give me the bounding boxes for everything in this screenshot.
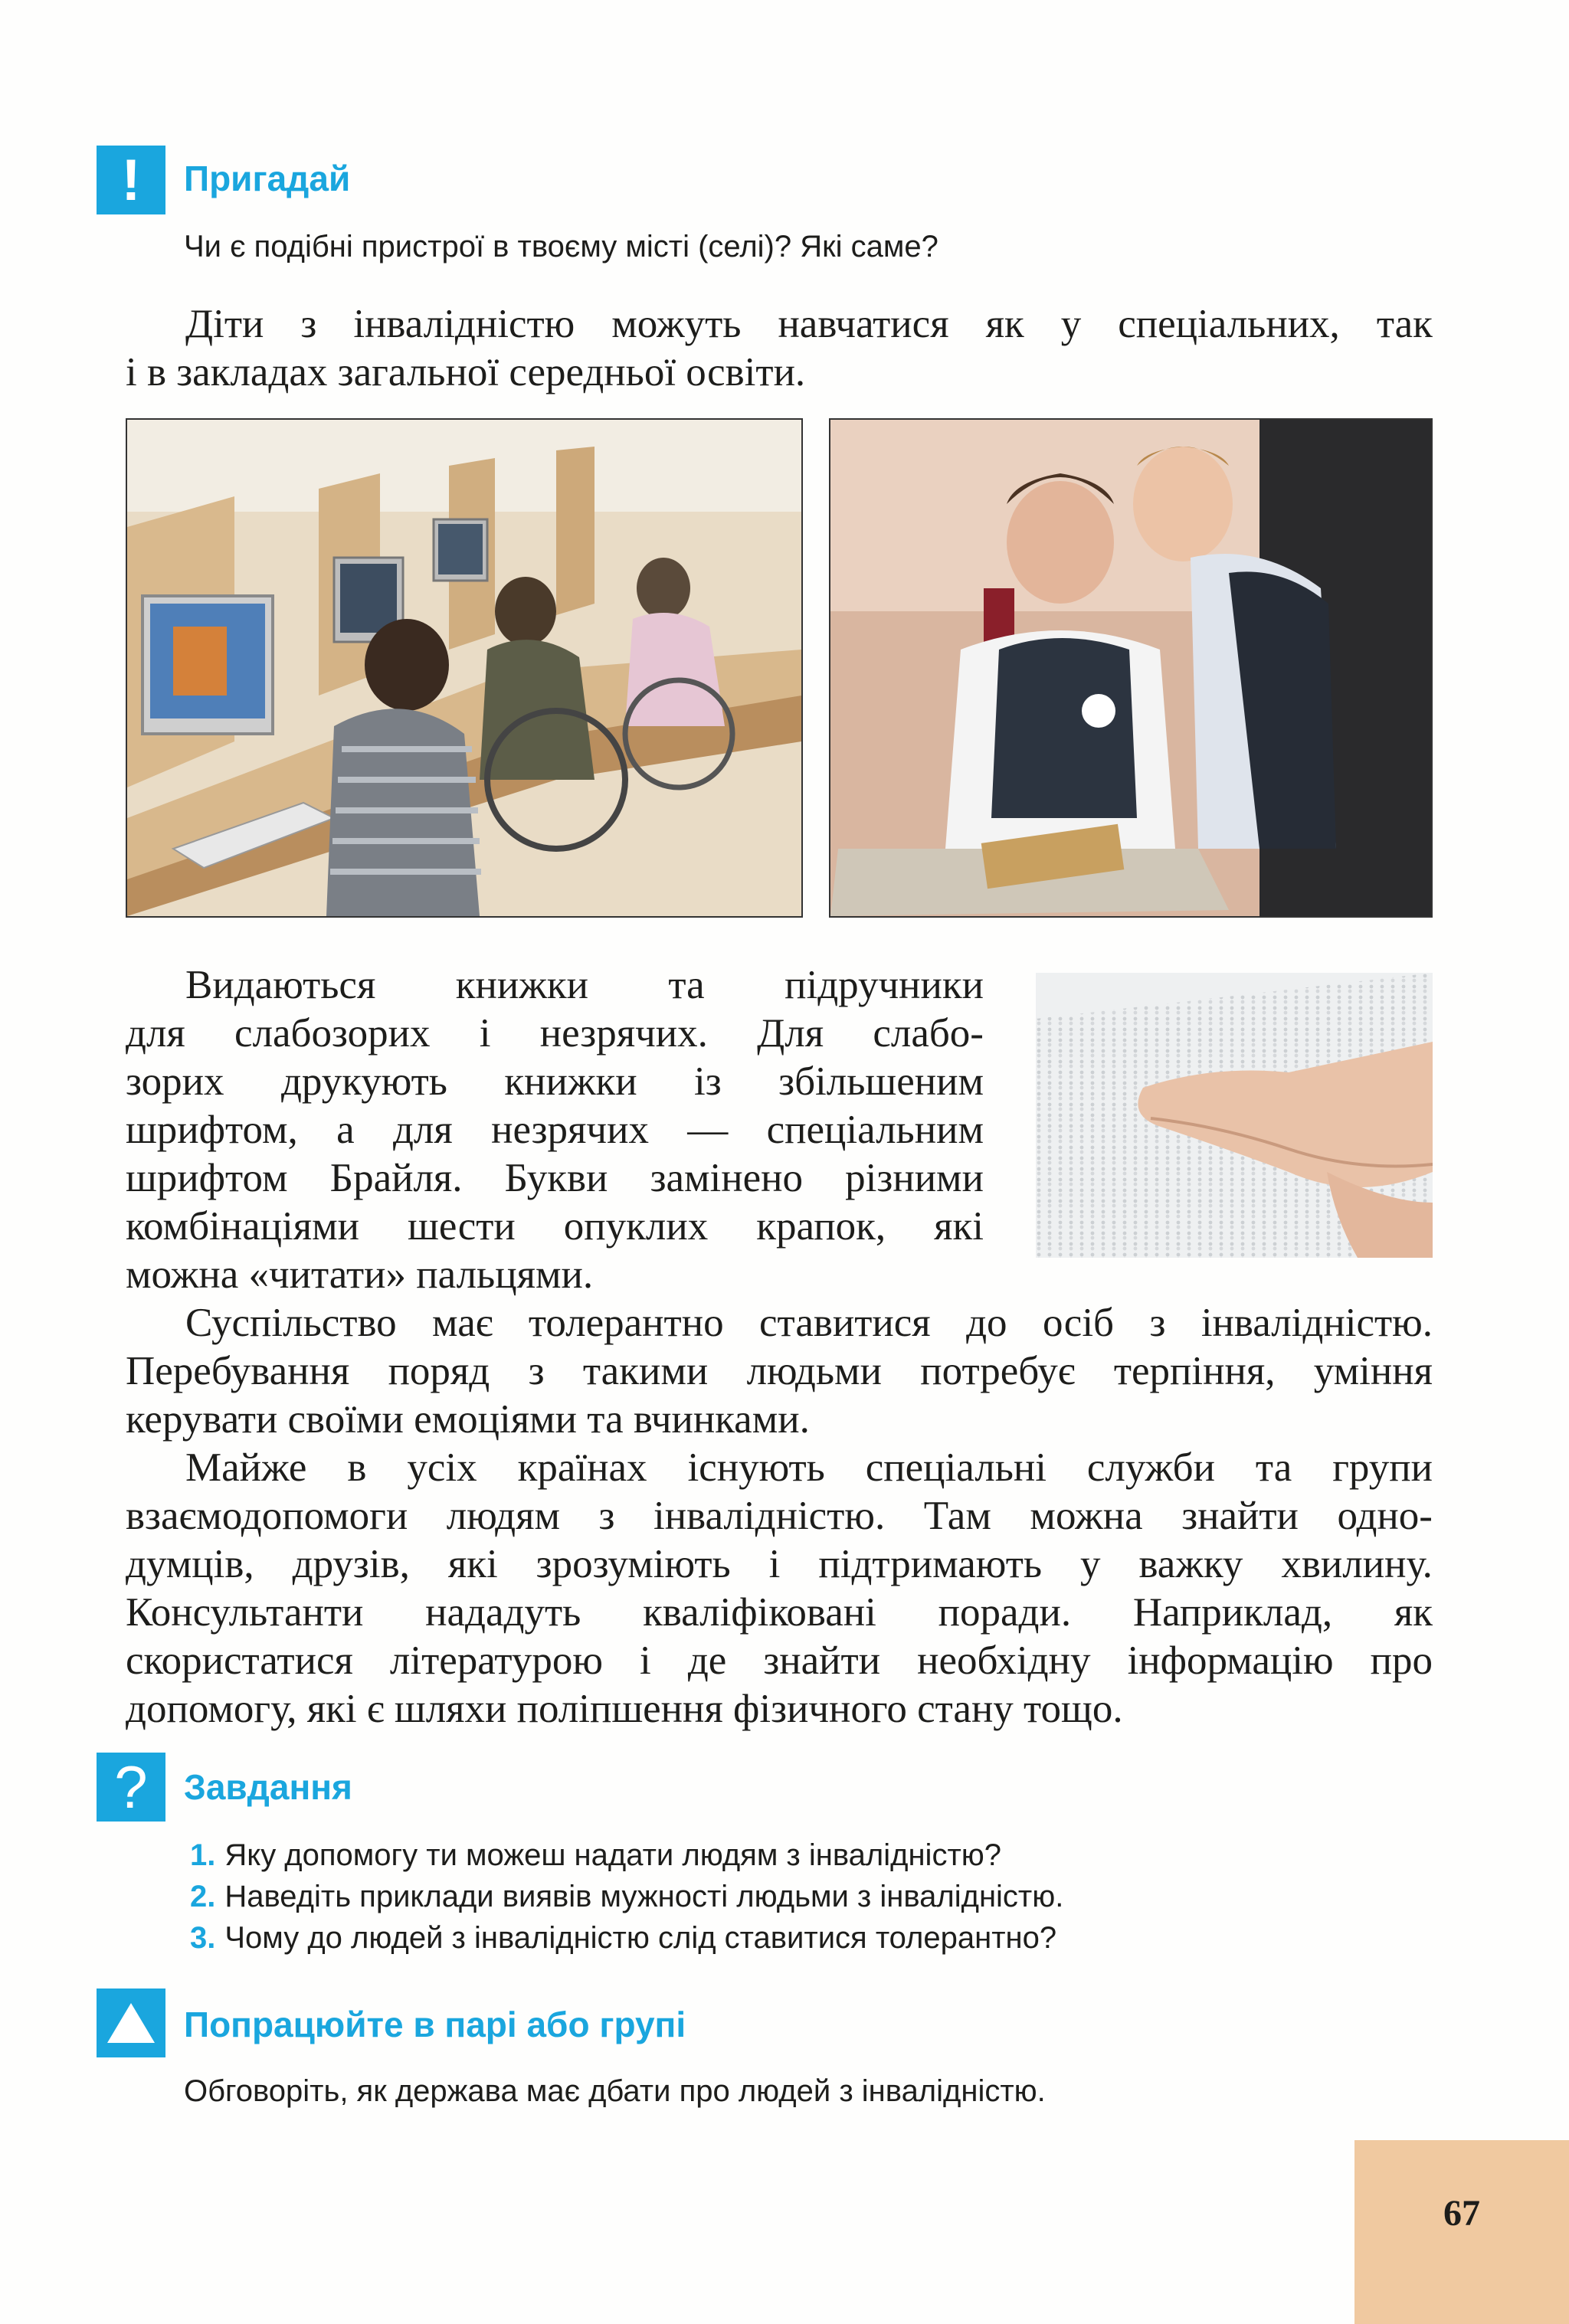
triangle-icon: [97, 1988, 165, 2057]
braille-reading-photo: [1036, 973, 1433, 1258]
group-work-title: Попрацюйте в парі або групі: [184, 2005, 686, 2044]
exclamation-icon: !: [97, 146, 165, 214]
page-number-tab: [1354, 2140, 1569, 2324]
task-text: Наведіть приклади виявів мужності людьми з інвалідністю.: [224, 1880, 1064, 1913]
task-text: Чому до людей з інвалідністю слід ставитися толерантно?: [224, 1921, 1057, 1955]
services-line-5: скористатися літературою і де знайти необхідну інформацію про: [126, 1638, 1433, 1683]
braille-line-1: Видаються книжки та підручники: [185, 963, 984, 1007]
tolerance-line-2: Перебування поряд з такими людьми потребує терпіння, уміння: [126, 1349, 1433, 1393]
task-text: Яку допомогу ти можеш надати людям з інвалідністю?: [224, 1838, 1002, 1872]
intro-line-1: Діти з інвалідністю можуть навчатися як у спеціальних, так: [185, 302, 1433, 346]
group-work-text: Обговоріть, як держава має дбати про людей з інвалідністю.: [184, 2074, 1046, 2108]
task-number: 3.: [190, 1921, 216, 1955]
computer-class-photo: [126, 418, 803, 918]
services-paragraph: [126, 1444, 1433, 1733]
task-item-2: [190, 1880, 1063, 1914]
question-mark-icon: ?: [97, 1753, 165, 1822]
task-number: 2.: [190, 1880, 216, 1913]
computer-class-illustration: [127, 420, 801, 916]
recall-title: Пригадай: [184, 159, 351, 198]
wheelchair-boys-illustration: [830, 420, 1431, 916]
services-line-2: взаємодопомоги людям з інвалідністю. Там можна знайти одно-: [126, 1494, 1433, 1538]
recall-question: Чи є подібні пристрої в твоєму місті (селі)? Які саме?: [184, 230, 938, 263]
task-item-3: [190, 1921, 1056, 1956]
tasks-title: Завдання: [184, 1767, 352, 1807]
wheelchair-boys-photo: [829, 418, 1433, 918]
page-number: 67: [1443, 2193, 1480, 2234]
tolerance-line-3: керувати своїми емоціями та вчинками.: [126, 1397, 810, 1442]
triangle-glyph: [106, 2002, 156, 2044]
tolerance-line-1: Суспільство має толерантно ставитися до осіб з інвалідністю.: [185, 1301, 1433, 1345]
braille-line-5: шрифтом Брайля. Букви замінено різними: [126, 1156, 984, 1200]
tolerance-paragraph: [126, 1299, 1433, 1444]
services-line-3: думців, друзів, які зрозуміють і підтримають у важку хвилину.: [126, 1542, 1433, 1586]
braille-line-4: шрифтом, а для незрячих — спеціальним: [126, 1108, 984, 1152]
intro-line-2: і в закладах загальної середньої освіти.: [126, 350, 806, 394]
braille-line-6: комбінаціями шести опуклих крапок, які: [126, 1204, 984, 1249]
braille-line-3: зорих друкують книжки із збільшеним: [126, 1059, 984, 1104]
services-line-4: Консультанти нададуть кваліфіковані поради. Наприклад, як: [126, 1590, 1433, 1635]
services-line-6: допомогу, які є шляхи поліпшення фізичного стану тощо.: [126, 1687, 1123, 1731]
task-number: 1.: [190, 1838, 216, 1872]
services-line-1: Майже в усіх країнах існують спеціальні служби та групи: [185, 1445, 1433, 1490]
braille-reading-illustration: [1036, 973, 1433, 1258]
intro-paragraph: [126, 300, 1433, 397]
braille-paragraph: [126, 961, 984, 1299]
task-item-1: [190, 1838, 1001, 1873]
braille-line-2: для слабозорих і незрячих. Для слабо-: [126, 1011, 984, 1056]
braille-line-7: можна «читати» пальцями.: [126, 1252, 594, 1297]
